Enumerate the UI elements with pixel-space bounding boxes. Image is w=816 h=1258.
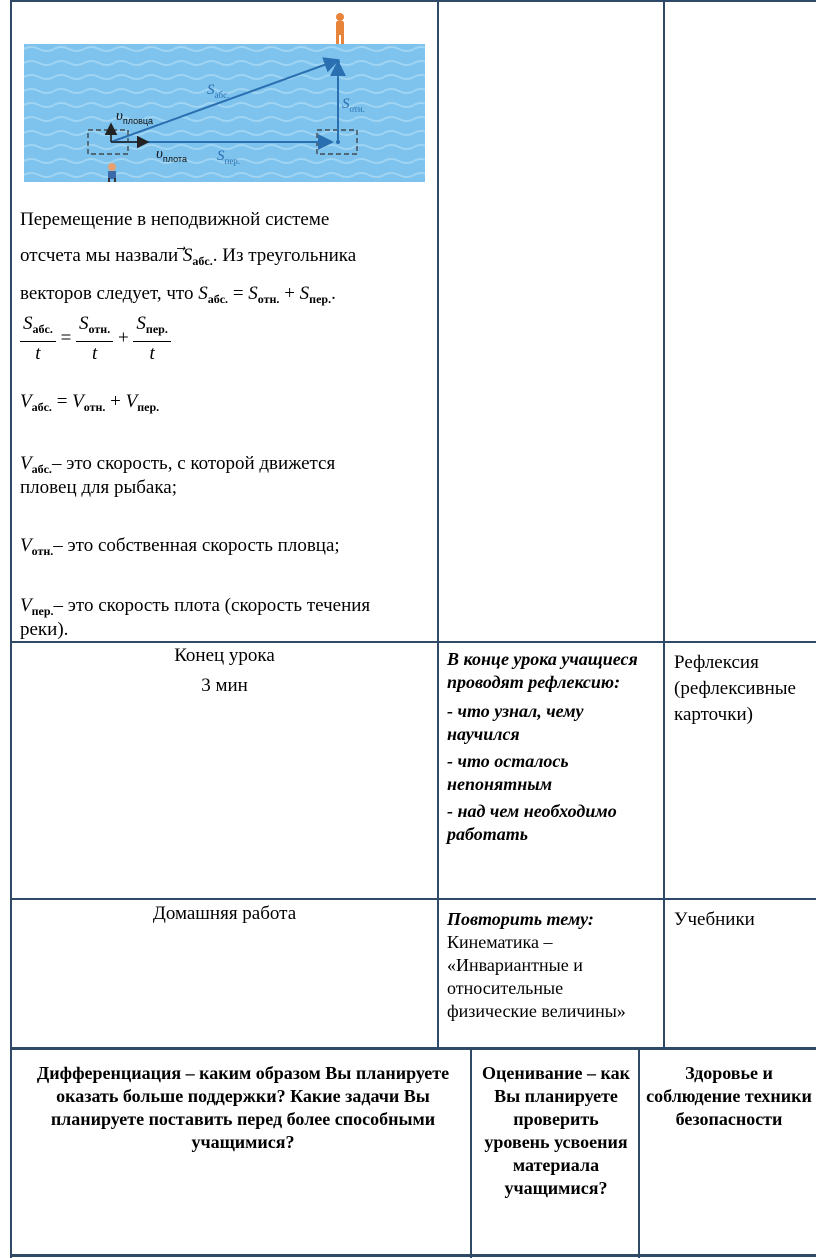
row-divider-2: [10, 898, 816, 900]
v-per-description: $V_{пер.}-$ это скорость плота (скорость течения: [20, 595, 371, 618]
col-divider-2: [663, 0, 665, 1048]
differentiation-header-text: Дифференциация – каким образом Вы планируете оказать больше поддержки? Какие задачи Вы планируете поставить перед более способными учащимися?: [36, 1063, 450, 1152]
text-line-1: Перемещение в неподвижной системе: [20, 209, 330, 230]
velocity-equation: $V_{абс.} = V_{отн.} + V_{пер.}$: [20, 391, 160, 414]
relative-motion-diagram: [24, 12, 425, 182]
health-safety-header: [645, 1062, 813, 1131]
end-stage-label: Конец урока: [174, 645, 275, 666]
row-divider-3: [10, 1047, 816, 1050]
home-activity-cell: [447, 908, 647, 1023]
v-otn-description: $V_{отн.}-$ это собственная скорость пловца;: [20, 535, 340, 558]
home-activity-title: Повторить тему:: [447, 909, 594, 929]
v-abs-description: $V_{абс.}-$ это скорость, с которой движется: [20, 453, 336, 476]
s-tr-label: $S_{пер.}$: [217, 148, 241, 166]
end-activity-item-3: - над чем необходимо работать: [447, 801, 617, 844]
end-stage-cell: [14, 644, 435, 698]
border-top: [10, 0, 816, 2]
home-activity-text: Кинематика – «Инвариантные и относительные физические величины»: [447, 932, 626, 1021]
border-left: [10, 0, 12, 1258]
home-stage-label: Домашняя работа: [152, 903, 297, 924]
end-stage-time: 3 мин: [201, 675, 248, 696]
col-divider-b1: [470, 1048, 472, 1258]
fraction-equation: $\frac{S_{абс.}}{t}$ = $\frac{S_{отн.}}{t}$ + $\frac{S_{пер.}}{t}$: [20, 312, 171, 366]
end-activity-cell: [447, 648, 657, 846]
v-raft-label: $\upsilon_{плота}$: [156, 146, 187, 164]
text-line-3: векторов следует, что $S_{абс.} = S_{отн.} + S_{пер.}$.: [20, 283, 336, 306]
river-svg: [24, 12, 425, 182]
s-abs-label: $S_{абс.}$: [207, 82, 230, 100]
home-resources-cell: [674, 908, 814, 932]
v-abs-description-2: пловец для рыбака;: [20, 477, 178, 498]
col-divider-b2: [638, 1048, 640, 1258]
end-resources: Рефлексия (рефлексивные карточки): [674, 652, 796, 725]
row-divider-1: [10, 641, 816, 643]
s-abs-symbol: $S_{абс.}$: [182, 245, 213, 268]
col-divider-1: [437, 0, 439, 1048]
health-safety-header-text: Здоровье и соблюдение техники безопасности: [646, 1063, 812, 1129]
v-swimmer-label: $\upsilon_{пловца}$: [116, 108, 154, 126]
home-stage-cell: [14, 902, 435, 926]
text-line-2: отсчета мы назвали $S_{абс.}$. Из треугольника: [20, 245, 357, 268]
assessment-header-text: Оценивание – как Вы планируете проверить уровень усвоения материала учащимися?: [481, 1063, 631, 1198]
differentiation-header: [18, 1062, 468, 1154]
end-activity-item-1: - что узнал, чему научился: [447, 701, 584, 744]
end-resources-cell: [674, 650, 814, 728]
v-per-description-2: реки).: [20, 619, 69, 640]
home-resources: Учебники: [674, 909, 755, 930]
assessment-header: [480, 1062, 632, 1200]
s-rel-label: $S_{отн.}$: [342, 96, 365, 114]
end-activity-item-2: - что осталось непонятным: [447, 751, 569, 794]
border-bottom: [10, 1254, 816, 1257]
end-activity-title: В конце урока учащиеся проводят рефлексию:: [447, 649, 638, 692]
